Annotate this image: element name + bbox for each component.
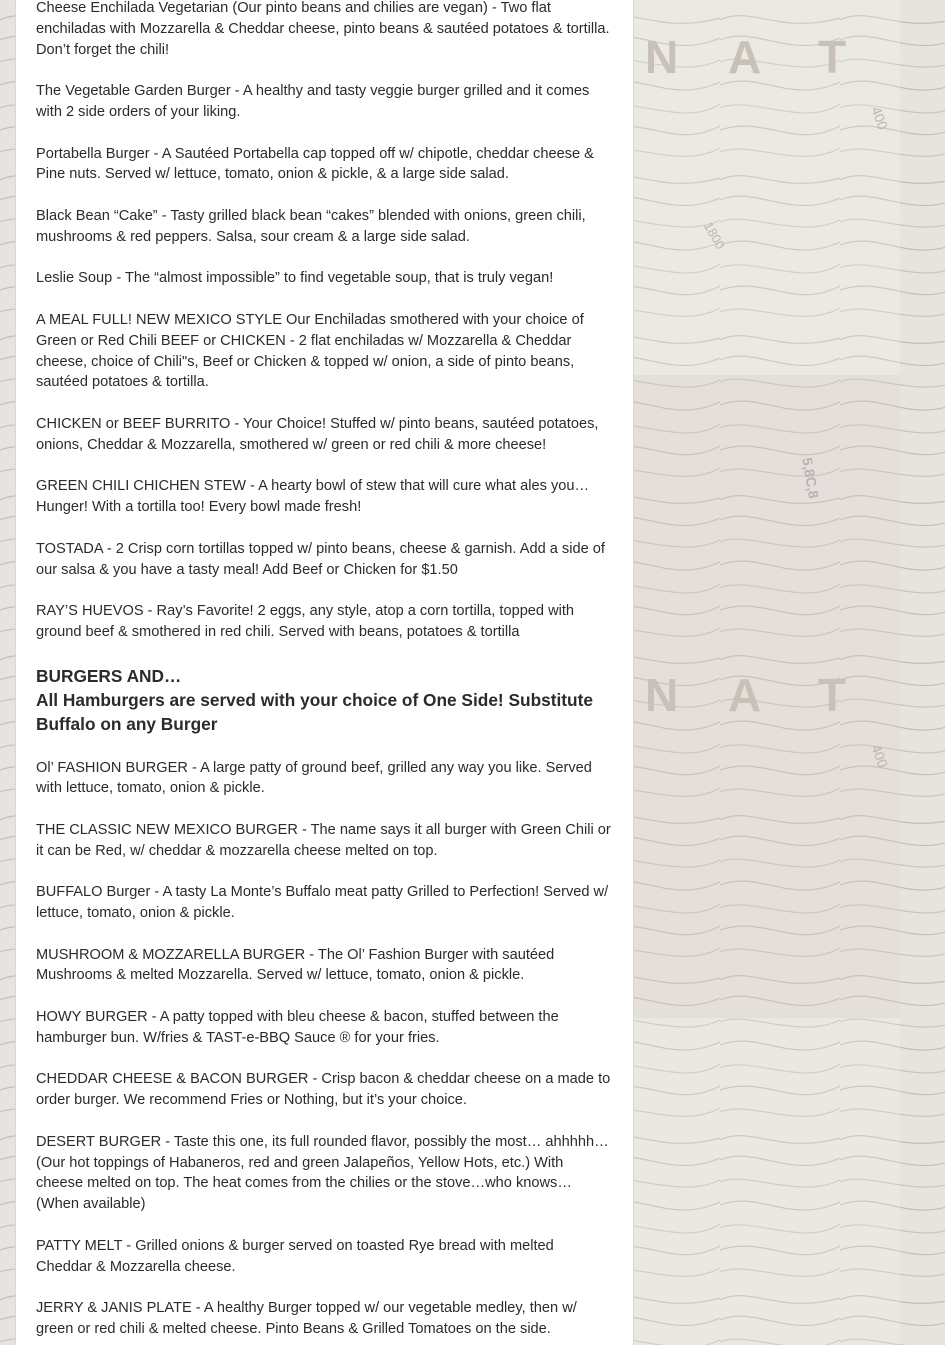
- menu-item-classic-new-mexico-burger: THE CLASSIC NEW MEXICO BURGER - The name says it all burger with Green Chili or it can be Red, w/ cheddar & mozzarella cheese melted on top.: [36, 821, 611, 859]
- menu-item-patty-melt: PATTY MELT - Grilled onions & burger served on toasted Rye bread with melted Cheddar & Mozzarella cheese.: [36, 1237, 554, 1275]
- menu-item-tostada: TOSTADA - 2 Crisp corn tortillas topped w/ pinto beans, cheese & garnish. Add a side of our salsa & you have a tasty meal! Add Beef or Chicken for $1.50: [36, 540, 605, 578]
- menu-item-meal-full-enchiladas: A MEAL FULL! NEW MEXICO STYLE Our Enchiladas smothered with your choice of Green or Red Chili BEEF or CHICKEN - 2 flat enchiladas w/ Mozzarella & Cheddar cheese, choice of Chili"s, Beef or Chicken & topped w/ onion, a side of pinto beans, sautéed potatoes & tortilla.: [36, 311, 584, 391]
- map-elevation-label: 400: [868, 742, 892, 770]
- menu-item-burrito: CHICKEN or BEEF BURRITO - Your Choice! Stuffed w/ pinto beans, sautéed potatoes, onions, Cheddar & Mozzarella, smothered w/ green or red chili & more cheese!: [36, 415, 599, 453]
- menu-item-black-bean-cake: Black Bean “Cake” - Tasty grilled black bean “cakes” blended with onions, green chili, mushrooms & red peppers. Salsa, sour cream & a large side salad.: [36, 207, 586, 245]
- menu-item-howy-burger: HOWY BURGER - A patty topped with bleu cheese & bacon, stuffed between the hamburger bun. W/fries & TAST-e-BBQ Sauce ® for your fries.: [36, 1009, 559, 1046]
- burgers-section-heading: [36, 664, 612, 736]
- menu-item-leslie-soup: Leslie Soup - The “almost impossible” to find vegetable soup, that is truly vegan!: [36, 270, 554, 287]
- menu-item-jerry-janis-plate: JERRY & JANIS PLATE - A healthy Burger topped w/ our vegetable medley, then w/ green or red chili & melted cheese. Pinto Beans & Grilled Tomatoes on the side.: [36, 1300, 577, 1338]
- menu-item-green-chili-stew: GREEN CHILI CHICHEN STEW - A hearty bowl of stew that will cure what ales you… Hunger! With a tortilla too! Every bowl made fresh!: [36, 478, 590, 516]
- map-letter-a: A: [728, 31, 762, 83]
- menu-item-cheese-enchilada-vegetarian: Cheese Enchilada Vegetarian (Our pinto beans and chilies are vegan) - Two flat enchiladas with Mozzarella & Cheddar cheese, pinto beans & sautéed potatoes & tortilla. Don’t forget the chili!: [36, 0, 610, 58]
- map-letter-t: T: [818, 669, 847, 721]
- menu-item-portabella-burger: Portabella Burger - A Sautéed Portabella cap topped off w/ chipotle, cheddar cheese & Pine nuts. Served w/ lettuce, tomato, onion & pickle, & a large side salad.: [36, 145, 594, 183]
- menu-item-desert-burger: DESERT BURGER - Taste this one, its full rounded flavor, possibly the most… ahhhhh… (Our hot toppings of Habaneros, red and green Jalapeños, Yellow Hots, etc.) With cheese melted on top. The heat comes from the chilies or the stove…who knows…(When available): [36, 1133, 609, 1213]
- menu-item-cheddar-bacon-burger: CHEDDAR CHEESE & BACON BURGER - Crisp bacon & cheddar cheese on a made to order burger. We recommend Fries or Nothing, but it’s your choice.: [36, 1071, 611, 1109]
- map-letter-n: N: [645, 31, 679, 83]
- menu-item-ol-fashion-burger: Ol’ FASHION BURGER - A large patty of ground beef, grilled any way you like. Served with lettuce, tomato, onion & pickle.: [36, 759, 592, 797]
- burgers-heading-subtitle: All Hamburgers are served with your choice of One Side! Substitute Buffalo on any Burger: [36, 689, 593, 734]
- menu-item-mushroom-mozzarella-burger: MUSHROOM & MOZZARELLA BURGER - The Ol’ Fashion Burger with sautéed Mushrooms & melted Mozzarella. Served w/ lettuce, tomato, onion & pickle.: [36, 946, 555, 984]
- map-letter-n: N: [645, 669, 679, 721]
- menu-item-buffalo-burger: BUFFALO Burger - A tasty La Monte’s Buffalo meat patty Grilled to Perfection! Served w/ lettuce, tomato, onion & pickle.: [36, 884, 609, 922]
- map-letter-a: A: [728, 669, 762, 721]
- map-elevation-label: 1800: [700, 219, 729, 252]
- burgers-heading-title: BURGERS AND…: [36, 665, 182, 686]
- map-elevation-label: 400: [868, 104, 892, 132]
- menu-content-panel: [15, 0, 634, 1345]
- map-grid-label: 5,8C,8: [799, 456, 823, 500]
- map-letter-t: T: [818, 31, 847, 83]
- menu-list: [36, 0, 612, 1345]
- menu-item-vegetable-garden-burger: The Vegetable Garden Burger - A healthy and tasty veggie burger grilled and it comes with 2 side orders of your liking.: [36, 83, 590, 120]
- menu-item-rays-huevos: RAY’S HUEVOS - Ray’s Favorite! 2 eggs, any style, atop a corn tortilla, topped with ground beef & smothered in red chili. Served with beans, potatoes & tortilla: [36, 603, 575, 640]
